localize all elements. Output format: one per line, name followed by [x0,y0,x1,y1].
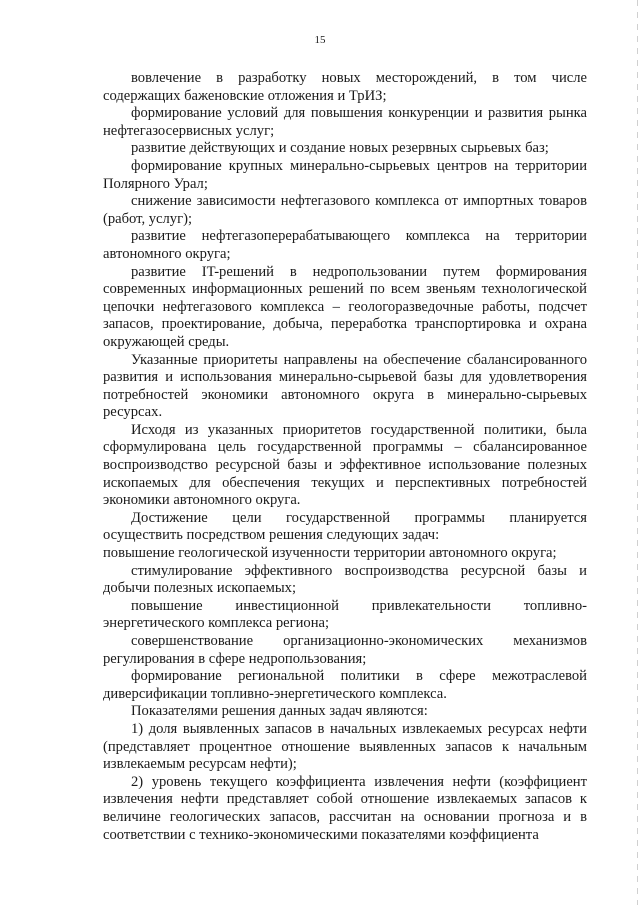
paragraph: 2) уровень текущего коэффициента извлечения нефти (коэффициент извлечения нефти представляет собой отношение извлекаемых запасов к величине геологических запасов, рассчитан на основании прогноза и в соответствии с технико-экономическими показателями коэффициента [103,773,587,843]
paragraph: Показателями решения данных задач являются: [131,703,428,720]
paragraph: Указанные приоритеты направлены на обеспечение сбалансированного развития и использования минерально-сырьевой базы для удовлетворения потребностей экономики автономного округа в минерально-сырьевых ресурсах. [103,351,587,421]
paragraph: совершенствование организационно-экономических механизмов регулирования в сфере недропользования; [103,633,587,667]
scan-edge-line [637,0,638,905]
paragraph: развитие действующих и создание новых резервных сырьевых баз; [131,140,549,157]
paragraph: вовлечение в разработку новых месторождений, в том числе содержащих баженовские отложения и ТрИЗ; [103,70,587,104]
page-number: 15 [314,34,326,46]
paragraph: повышение геологической изученности территории автономного округа; [103,545,557,562]
paragraph: повышение инвестиционной привлекательности топливно-энергетического комплекса региона; [103,597,587,632]
paragraph: формирование региональной политики в сфере межотраслевой диверсификации топливно-энергетического комплекса. [103,668,587,702]
paragraph: 1) доля выявленных запасов в начальных извлекаемых ресурсах нефти (представляет процентное отношение выявленных запасов к начальным извлекаемым ресурсам нефти); [103,720,587,773]
document-body [103,70,587,844]
paragraph: снижение зависимости нефтегазового комплекса от импортных товаров (работ, услуг); [103,193,587,227]
paragraph: Достижение цели государственной программы планируется осуществить посредством решения следующих задач: [103,509,587,544]
paragraph: формирование крупных минерально-сырьевых центров на территории Полярного Урал; [103,157,587,192]
paragraph: развитие нефтегазоперерабатывающего комплекса на территории автономного округа; [103,228,587,262]
paragraph: стимулирование эффективного воспроизводства ресурсной базы и добычи полезных ископаемых; [103,562,587,597]
paragraph: развитие IT-решений в недропользовании путем формирования современных информационных решений по всем звеньям технологической цепочки нефтегазового комплекса – геологоразведочные работы, подсчет запасов, проектирование, добыча, переработка транспортировка и охрана окружающей среды. [103,263,587,350]
paragraph: формирование условий для повышения конкуренции и развития рынка нефтегазосервисных услуг; [103,105,587,139]
paragraph: Исходя из указанных приоритетов государственной политики, была сформулирована цель государственной программы – сбалансированное воспроизводство ресурсной базы и эффективное использование полезных ископаемых для обеспечения текущих и перспективных потребностей экономики автономного округа. [103,421,587,509]
